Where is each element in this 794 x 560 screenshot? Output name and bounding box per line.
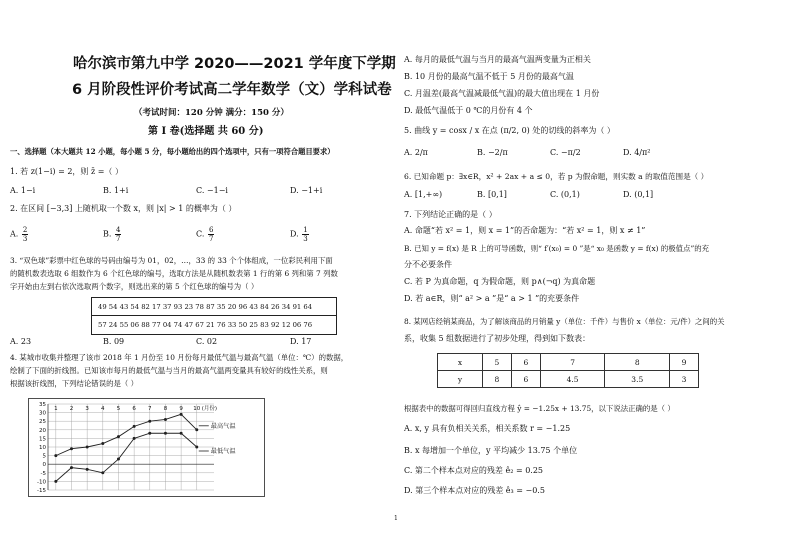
q2-option-c: C. $\frac{6}{7}$ bbox=[196, 226, 214, 243]
q3-option-c: C. 02 bbox=[196, 337, 218, 346]
y-tick-label: 15 bbox=[39, 436, 46, 443]
x-tick-label: 3 bbox=[85, 406, 89, 412]
q5-option-b: B. −2/π bbox=[477, 148, 508, 157]
data-point bbox=[133, 437, 136, 440]
q8-stem-line2: 系，收集 5 组数据进行了初步处理，得到如下数表： bbox=[404, 334, 591, 343]
q5-option-a: A. 2/π bbox=[404, 148, 428, 157]
sales-data-table bbox=[437, 353, 699, 388]
q7-option-c: C. 若 P 为真命题，q 为假命题，则 p∧(¬q) 为真命题 bbox=[404, 277, 596, 286]
q2-option-b: B. $\frac{4}{7}$ bbox=[103, 226, 121, 243]
y-tick-label: 0 bbox=[42, 462, 46, 469]
data-point bbox=[117, 435, 120, 438]
q7-option-b-line2: 分不必要条件 bbox=[404, 260, 452, 269]
data-point bbox=[180, 432, 183, 435]
x-tick-label: 5 bbox=[116, 406, 121, 412]
q4-stem-line2: 绘制了下面的折线图。已知该市每月的最低气温与当月的最高气温两变量具有较好的线性关系，则 bbox=[10, 366, 328, 375]
y-tick-label: 30 bbox=[39, 410, 46, 417]
q3-stem-line3: 字开始由左到右依次选取两个数字，则选出来的第 5 个红色球的编号为（ ） bbox=[10, 282, 259, 291]
series-line-low bbox=[56, 433, 197, 481]
q4-option-c: C. 月温差(最高气温减最低气温)的最大值出现在 1 月份 bbox=[404, 89, 600, 98]
q8-option-a: A. x, y 具有负相关关系，相关系数 r = −1.25 bbox=[404, 424, 571, 433]
y-tick-label: 5 bbox=[42, 453, 46, 460]
x-tick-label: 6 bbox=[132, 406, 136, 412]
data-point bbox=[54, 480, 57, 483]
q8-stem-line1: 8. 某网店经销某商品，为了解该商品的月销量 y（单位：千件）与售价 x（单位：元/件）之间的关 bbox=[404, 317, 725, 326]
page-number: 1 bbox=[394, 515, 398, 522]
table-cell: 8 bbox=[483, 371, 512, 388]
x-tick-label: 7 bbox=[148, 406, 152, 412]
table-cell: 9 bbox=[670, 354, 699, 371]
x-tick-label: 4 bbox=[101, 406, 105, 412]
q3-option-d: D. 17 bbox=[290, 337, 312, 346]
q2-stem: 2. 在区间 [−3,3] 上随机取一个数 x，则 |x| > 1 的概率为（ ） bbox=[10, 204, 237, 213]
y-tick-label: -5 bbox=[40, 470, 46, 477]
q6-stem: 6. 已知命题 p：∃x∈R，x² + 2ax + a ≤ 0，若 p 为假命题，则实数 a 的取值范围是（ ） bbox=[404, 172, 709, 181]
data-point bbox=[148, 420, 151, 423]
random-row-2: 57 24 55 06 88 77 04 74 47 67 21 76 33 50 25 83 92 12 06 76 bbox=[98, 321, 313, 329]
q4-option-a: A. 每月的最低气温与当月的最高气温两变量为正相关 bbox=[404, 55, 591, 64]
section-heading: 第 Ⅰ 卷(选择题 共 60 分) bbox=[148, 126, 264, 137]
q1-option-b: B. 1+i bbox=[103, 186, 129, 195]
q4-option-b: B. 10 月份的最高气温不低于 5 月份的最高气温 bbox=[404, 72, 574, 81]
y-tick-label: -10 bbox=[37, 479, 46, 486]
q4-stem-line1: 4. 某城市收集并整理了该市 2018 年 1 月份至 10 月份每月最低气温与最高气温（单位：℃）的数据， bbox=[10, 353, 349, 362]
table-cell: 7 bbox=[540, 354, 605, 371]
q1-stem: 1. 若 z(1−i) = 2，则 z̄ =（ ） bbox=[10, 167, 123, 176]
q3-option-b: B. 09 bbox=[103, 337, 125, 346]
q8-option-b: B. x 每增加一个单位，y 平均减少 13.75 个单位 bbox=[404, 446, 578, 455]
legend-label: 最高气温 bbox=[210, 422, 236, 430]
q8-option-c: C. 第二个样本点对应的残差 ê₂ = 0.25 bbox=[404, 466, 544, 475]
random-row-1: 49 54 43 54 82 17 37 93 23 78 87 35 20 96 43 84 26 34 91 64 bbox=[98, 303, 313, 311]
q3-stem-line2: 的随机数表选取 6 组数作为 6 个红色球的编号，选取方法是从随机数表第 1 行的第 6 列和第 7 列数 bbox=[10, 269, 338, 278]
table-cell: 3 bbox=[670, 371, 699, 388]
q2-option-d: D. $\frac{1}{3}$ bbox=[290, 226, 308, 243]
data-point bbox=[133, 425, 136, 428]
data-point bbox=[101, 442, 104, 445]
data-point bbox=[86, 446, 89, 449]
q7-option-a: A. 命题“若 x² = 1，则 x = 1”的否命题为：“若 x² = 1，则 x ≠ 1” bbox=[404, 226, 646, 235]
q5-stem: 5. 曲线 y = cosx / x 在点 (π/2, 0) 处的切线的斜率为（ ） bbox=[404, 126, 615, 135]
y-tick-label: 35 bbox=[39, 402, 46, 408]
data-point bbox=[70, 466, 73, 469]
y-tick-label: 10 bbox=[39, 445, 46, 451]
data-point bbox=[180, 413, 183, 416]
q6-option-d: D. (0,1] bbox=[623, 190, 654, 199]
x-unit-label: (月份) bbox=[201, 406, 218, 412]
table-cell: 6 bbox=[511, 371, 540, 388]
legend-label: 最低气温 bbox=[210, 448, 236, 455]
x-tick-label: 2 bbox=[69, 406, 74, 412]
temperature-line-chart bbox=[28, 398, 266, 498]
table-cell: 3.5 bbox=[605, 371, 670, 388]
q3-option-a: A. 23 bbox=[10, 337, 32, 346]
q4-option-d: D. 最低气温低于 0 ℃的月份有 4 个 bbox=[404, 106, 533, 115]
q1-option-c: C. −1−i bbox=[196, 186, 228, 195]
q1-option-d: D. −1+i bbox=[290, 186, 323, 195]
q5-option-d: D. 4/π² bbox=[623, 148, 651, 157]
data-point bbox=[101, 471, 104, 474]
data-point bbox=[54, 454, 57, 457]
q6-option-a: A. [1,+∞) bbox=[404, 190, 443, 199]
data-point bbox=[195, 446, 198, 449]
x-tick-label: 10 bbox=[193, 406, 201, 412]
q8-regression: 根据表中的数据可得回归直线方程 ŷ = −1.25x + 13.75，以下说法正确的是（ ） bbox=[404, 404, 675, 413]
table-header-x: x bbox=[438, 354, 483, 371]
data-point bbox=[195, 428, 198, 431]
data-point bbox=[164, 418, 167, 421]
data-point bbox=[70, 447, 73, 450]
y-tick-label: -15 bbox=[37, 488, 46, 494]
table-cell: 4.5 bbox=[540, 371, 605, 388]
q4-stem-line3: 根据该折线图，下列结论错误的是（ ） bbox=[10, 379, 138, 388]
q2-option-a: A. $\frac{2}{3}$ bbox=[10, 226, 28, 243]
x-tick-label: 1 bbox=[54, 406, 58, 412]
data-point bbox=[164, 432, 167, 435]
table-cell: 6 bbox=[511, 354, 540, 371]
q6-option-c: C. (0,1) bbox=[550, 190, 580, 199]
random-number-table bbox=[91, 297, 337, 335]
exam-title-line2: 6 月阶段性评价考试高二学年数学（文）学科试卷 bbox=[72, 82, 392, 98]
q5-option-c: C. −π/2 bbox=[550, 148, 581, 157]
data-point bbox=[148, 432, 151, 435]
y-tick-label: 25 bbox=[39, 419, 46, 426]
data-point bbox=[86, 468, 89, 471]
y-tick-label: 20 bbox=[39, 427, 46, 434]
table-header-y: y bbox=[438, 371, 483, 388]
table-cell: 8 bbox=[605, 354, 670, 371]
table-cell: 5 bbox=[483, 354, 512, 371]
q6-option-b: B. [0,1] bbox=[477, 190, 507, 199]
q8-option-d: D. 第三个样本点对应的残差 ê₃ = −0.5 bbox=[404, 486, 545, 495]
q7-option-b-line1: B. 已知 y = f(x) 是 R 上的可导函数，则“ f′(x₀) = 0 ”是“ x₀ 是函数 y = f(x) 的极值点”的充 bbox=[404, 244, 710, 253]
q7-option-d: D. 若 a∈R，则“ a² > a ”是“ a > 1 ”的充要条件 bbox=[404, 294, 580, 303]
exam-info: （考试时间：120 分钟 满分：150 分） bbox=[134, 108, 289, 118]
data-point bbox=[117, 458, 120, 461]
q1-option-a: A. 1−i bbox=[10, 186, 36, 195]
x-tick-label: 9 bbox=[179, 406, 183, 412]
x-tick-label: 8 bbox=[163, 406, 168, 412]
q7-stem: 7. 下列结论正确的是（ ） bbox=[404, 210, 497, 219]
q3-stem-line1: 3. “双色球”彩票中红色球的号码由编号为 01，02，…，33 的 33 个个体组成，一位彩民利用下面 bbox=[10, 256, 333, 265]
exam-title-line1: 哈尔滨市第九中学 2020——2021 学年度下学期 bbox=[73, 56, 396, 72]
instructions: 一、选择题（本大题共 12 小题，每小题 5 分，每小题给出的四个选项中，只有一项符合题目要求） bbox=[10, 147, 335, 156]
